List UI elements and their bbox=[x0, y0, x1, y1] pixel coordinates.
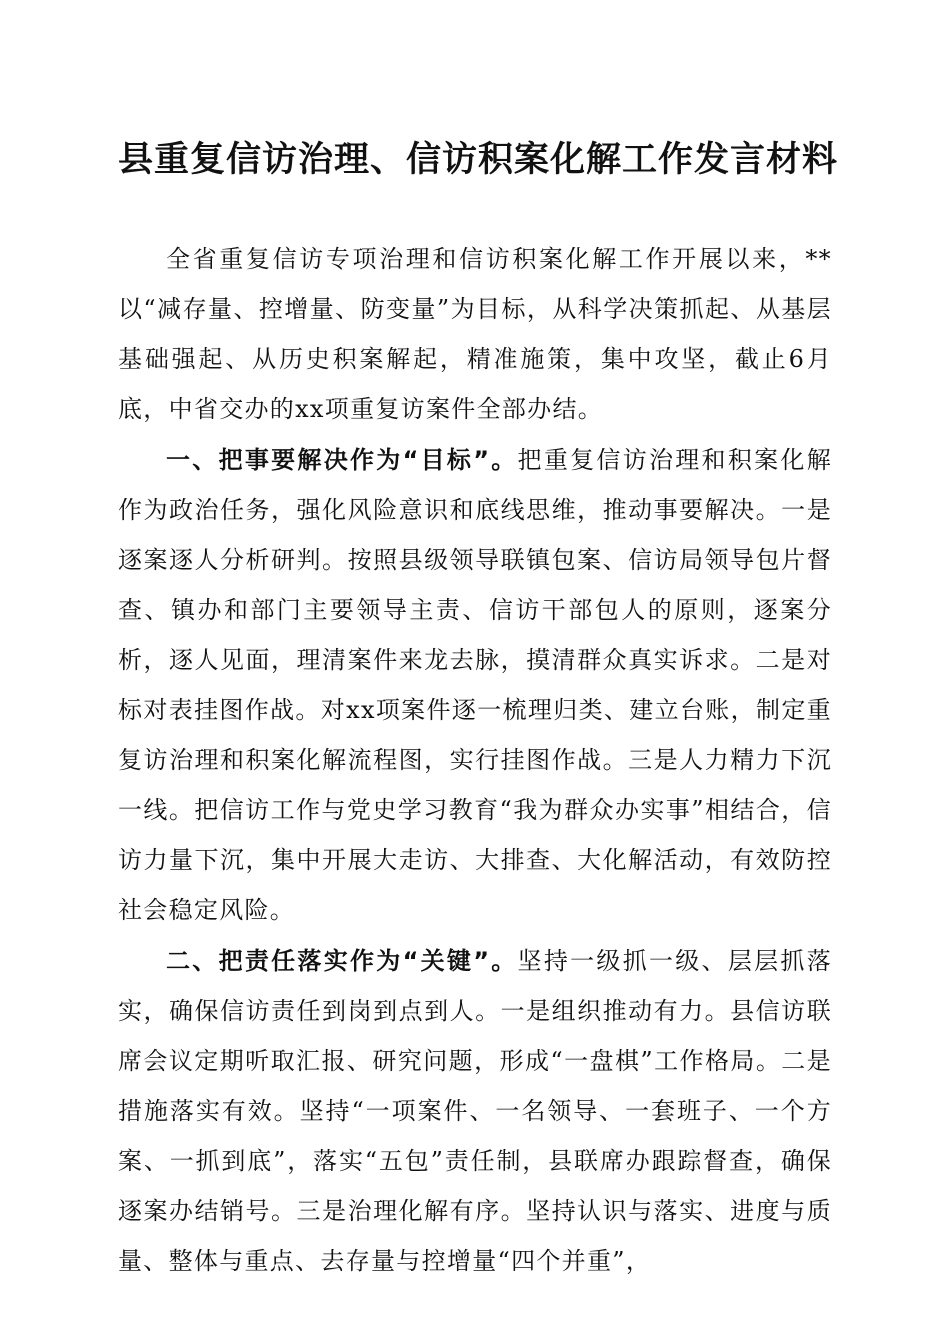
document-title: 县重复信访治理、信访积案化解工作发言材料 bbox=[118, 139, 839, 180]
section-1-paragraph bbox=[118, 435, 832, 935]
intro-paragraph-text: 全省重复信访专项治理和信访积案化解工作开展以来，**以“减存量、控增量、防变量”为目标，从科学决策抓起、从基层基础强起、从历史积案解起，精准施策，集中攻坚，截止6月底，中省交办的xx项重复访案件全部办结。 bbox=[118, 245, 832, 423]
intro-paragraph bbox=[118, 234, 832, 434]
section-2-paragraph bbox=[118, 936, 832, 1286]
section-2-text: 坚持一级抓一级、层层抓落实，确保信访责任到岗到点到人。一是组织推动有力。县信访联席会议定期听取汇报、研究问题，形成“一盘棋”工作格局。二是措施落实有效。坚持“一项案件、一名领导、一套班子、一个方案、一抓到底”，落实“五包”责任制，县联席办跟踪督查，确保逐案办结销号。三是治理化解有序。坚持认识与落实、进度与质量、整体与重点、去存量与控增量“四个并重”， bbox=[118, 947, 832, 1275]
document-body bbox=[118, 234, 832, 1286]
section-2-heading: 二、把责任落实作为“关键”。 bbox=[166, 947, 518, 975]
section-1-heading: 一、把事要解决作为“目标”。 bbox=[166, 446, 518, 474]
section-1-text: 把重复信访治理和积案化解作为政治任务，强化风险意识和底线思维，推动事要解决。一是逐案逐人分析研判。按照县级领导联镇包案、信访局领导包片督查、镇办和部门主要领导主责、信访干部包人的原则，逐案分析，逐人见面，理清案件来龙去脉，摸清群众真实诉求。二是对标对表挂图作战。对xx项案件逐一梳理归类、建立台账，制定重复访治理和积案化解流程图，实行挂图作战。三是人力精力下沉一线。把信访工作与党史学习教育“我为群众办实事”相结合，信访力量下沉，集中开展大走访、大排查、大化解活动，有效防控社会稳定风险。 bbox=[118, 446, 832, 924]
